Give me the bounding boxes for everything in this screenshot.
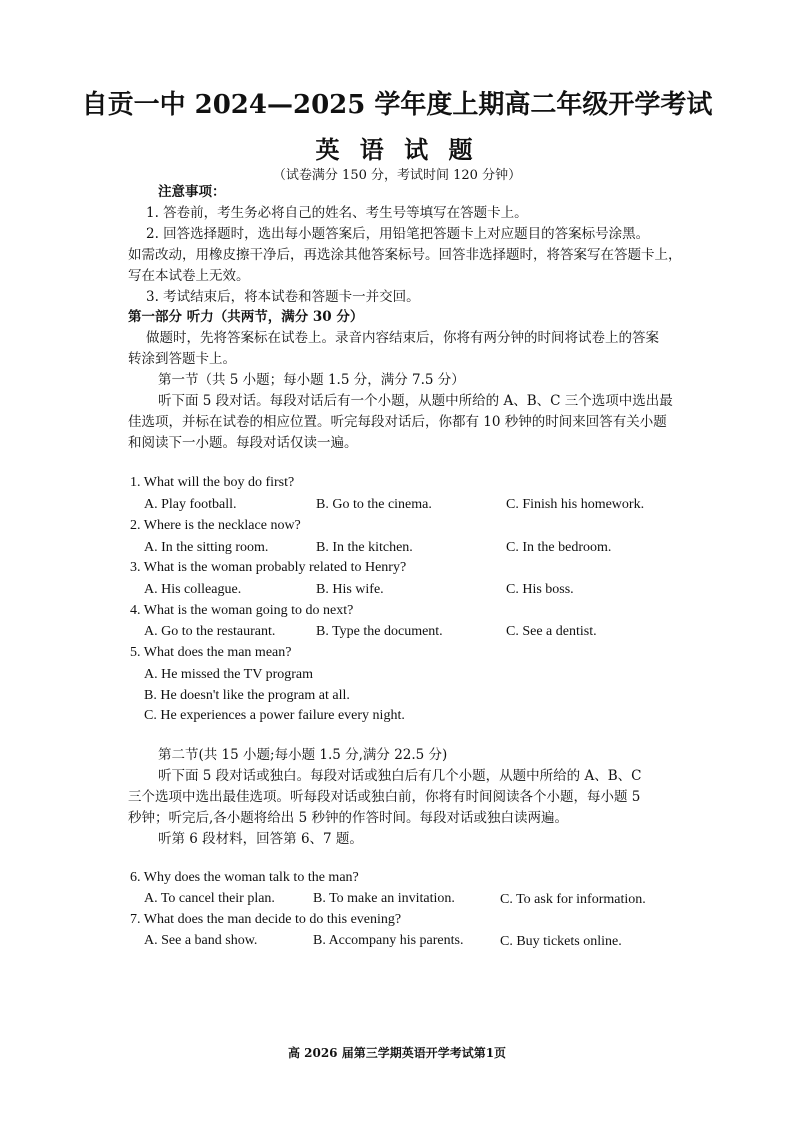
exam-subject: 英 语 试 题 <box>315 135 479 164</box>
question-7: 7. What does the man decide to do this evening? <box>130 912 402 927</box>
page-footer: 高 2026 届第三学期英语开学考试第1页 <box>287 1046 507 1060</box>
q2-option-c: C. In the bedroom. <box>506 540 612 555</box>
section1-line-2: 佳选项，并标在试卷的相应位置。听完每段对话后，你都有 10 秒钟的时间来回答有关小题 <box>128 414 667 430</box>
section2-line-1: 听下面 5 段对话或独白。每段对话或独白后有几个小题，从题中所给的 A、B、C <box>158 768 642 784</box>
q2-option-a: A. In the sitting room. <box>144 540 269 555</box>
section1-line-1: 听下面 5 段对话。每段对话后有一个小题，从题中所给的 A、B、C 三个选项中选出最 <box>158 393 673 409</box>
question-4: 4. What is the woman going to do next? <box>130 603 354 618</box>
question-3: 3. What is the woman probably related to Henry? <box>130 560 407 575</box>
q2-option-b: B. In the kitchen. <box>316 540 413 555</box>
notes-item-2-line-3: 写在本试卷上无效。 <box>128 268 250 284</box>
part1-intro-line-2: 转涂到答题卡上。 <box>128 351 236 367</box>
q6-option-c: C. To ask for information. <box>500 892 646 907</box>
question-5: 5. What does the man mean? <box>130 645 292 660</box>
q5-option-a: A. He missed the TV program <box>144 667 314 682</box>
question-1: 1. What will the boy do first? <box>130 475 295 490</box>
q3-option-c: C. His boss. <box>506 582 574 597</box>
q3-option-a: A. His colleague. <box>144 582 242 597</box>
question-2: 2. Where is the necklace now? <box>130 518 301 533</box>
q1-option-a: A. Play football. <box>144 497 237 512</box>
part1-heading: 第一部分 听力（共两节，满分 30 分） <box>128 309 364 325</box>
notes-heading: 注意事项： <box>158 184 226 200</box>
notes-item-2-line-1: 2. 回答选择题时，选出每小题答案后，用铅笔把答题卡上对应题目的答案标号涂黑。 <box>146 226 650 242</box>
q3-option-b: B. His wife. <box>316 582 384 597</box>
q6-option-a: A. To cancel their plan. <box>144 891 275 906</box>
part1-intro-line-1: 做题时，先将答案标在试卷上。录音内容结束后，你将有两分钟的时间将试卷上的答案 <box>146 330 659 346</box>
section2-heading: 第二节(共 15 小题;每小题 1.5 分,满分 22.5 分) <box>158 747 448 763</box>
q4-option-c: C. See a dentist. <box>506 624 597 639</box>
q4-option-b: B. Type the document. <box>316 624 443 639</box>
section1-line-3: 和阅读下一小题。每段对话仅读一遍。 <box>128 435 358 451</box>
q7-option-a: A. See a band show. <box>144 933 258 948</box>
notes-item-2-line-2: 如需改动，用橡皮擦干净后，再选涂其他答案标号。回答非选择题时，将答案写在答题卡上， <box>128 247 682 263</box>
section2-line-4: 听第 6 段材料，回答第 6、7 题。 <box>158 831 363 847</box>
q5-option-c: C. He experiences a power failure every night. <box>144 708 405 723</box>
exam-title: 自贡一中 2024—2025 学年度上期高二年级开学考试 <box>81 90 713 120</box>
q1-option-c: C. Finish his homework. <box>506 497 645 512</box>
section1-heading: 第一节（共 5 小题；每小题 1.5 分，满分 7.5 分） <box>158 372 465 388</box>
q1-option-b: B. Go to the cinema. <box>316 497 432 512</box>
q5-option-b: B. He doesn't like the program at all. <box>144 688 350 703</box>
notes-item-1: 1. 答卷前，考生务必将自己的姓名、考生号等填写在答题卡上。 <box>146 205 528 221</box>
question-6: 6. Why does the woman talk to the man? <box>130 870 359 885</box>
section2-line-3: 秒钟；听完后,各小题将给出 5 秒钟的作答时间。每段对话或独白读两遍。 <box>128 810 568 826</box>
section2-line-2: 三个选项中选出最佳选项。听每段对话或独白前，你将有时间阅读各个小题，每小题 5 <box>128 789 641 805</box>
exam-info: （试卷满分 150 分，考试时间 120 分钟） <box>272 168 522 183</box>
q4-option-a: A. Go to the restaurant. <box>144 624 276 639</box>
notes-item-3: 3. 考试结束后，将本试卷和答题卡一并交回。 <box>146 289 420 305</box>
q6-option-b: B. To make an invitation. <box>313 891 455 906</box>
q7-option-c: C. Buy tickets online. <box>500 934 622 949</box>
q7-option-b: B. Accompany his parents. <box>313 933 464 948</box>
